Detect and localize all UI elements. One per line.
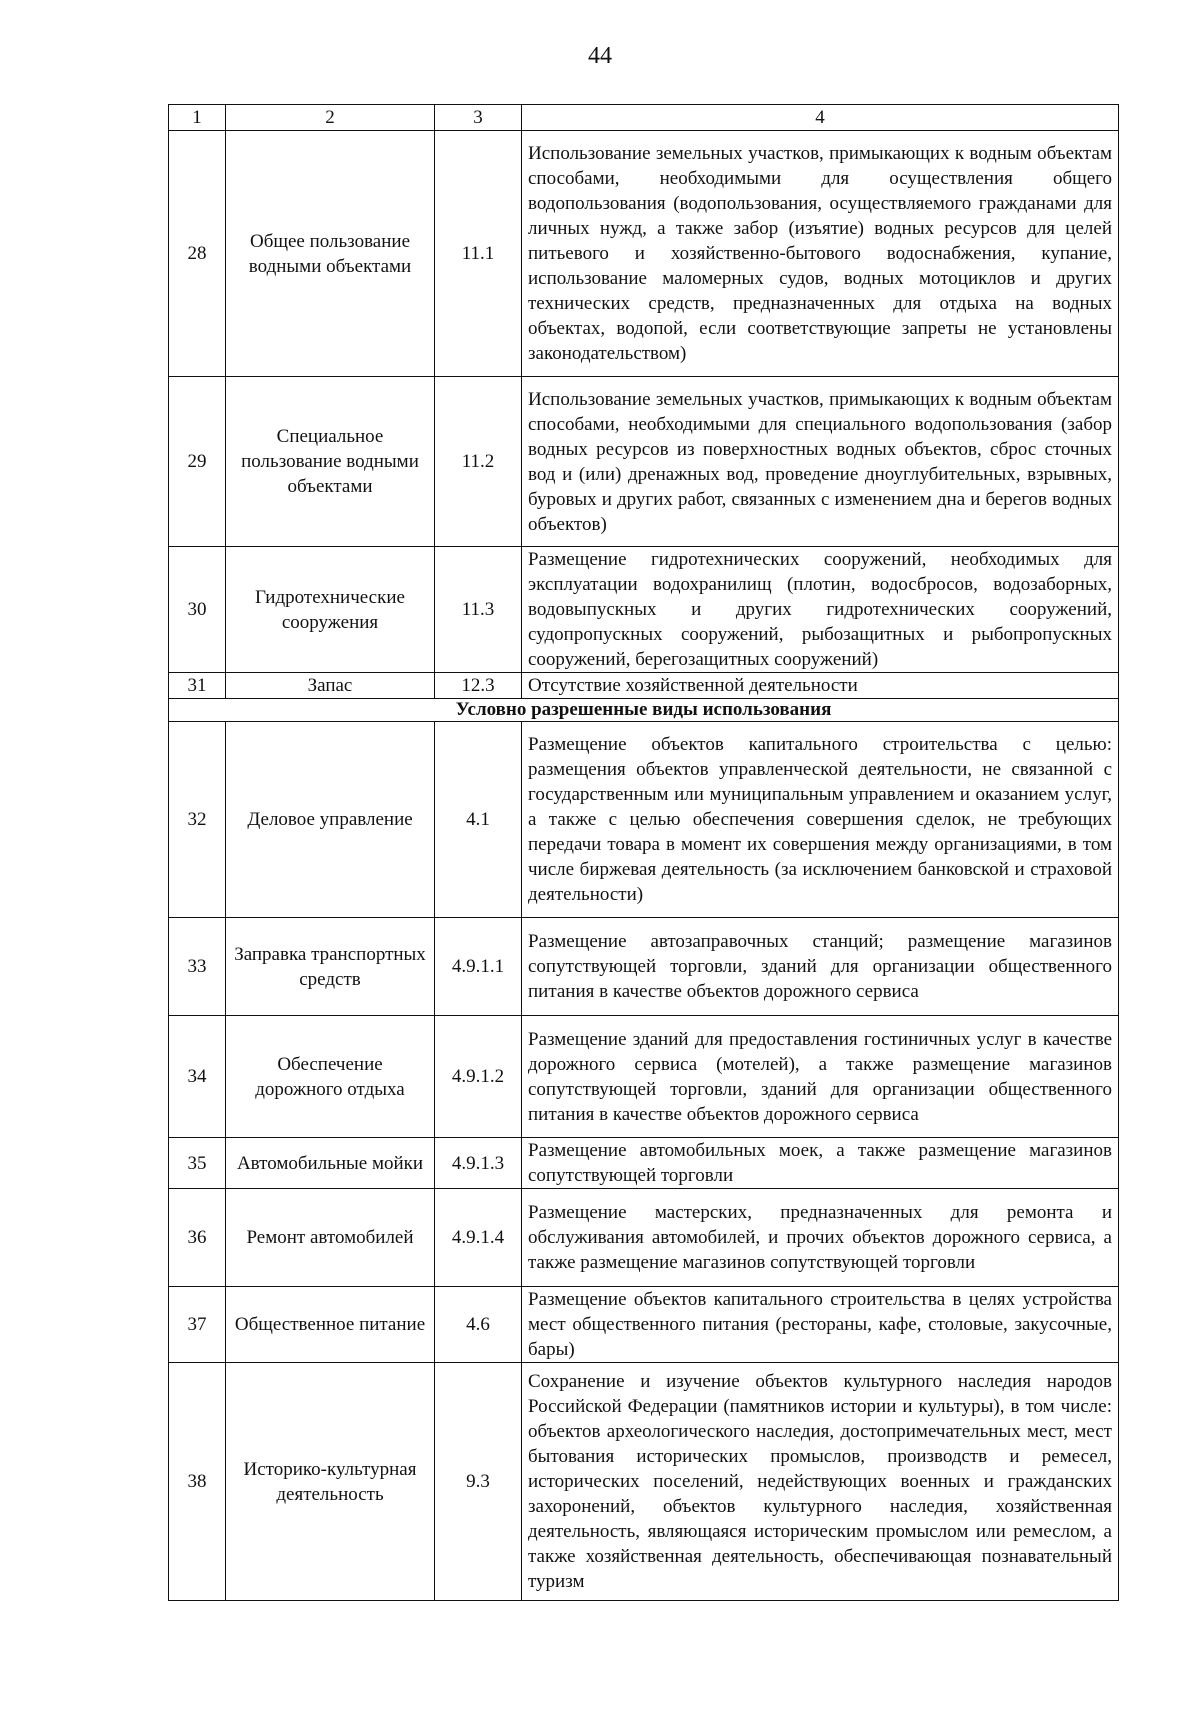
use-name: Автомобильные мойки: [226, 1138, 435, 1189]
use-description: Использование земельных участков, примыкающих к водным объектам способами, необходимыми для осуществления общего водопользования (водопользования, осуществляемого гражданами для личных нужд, а также забор (изъятие) водных ресурсов для целей питьевого и хозяйственно-бытового водоснабжения, купание, использование маломерных судов, водных мотоциклов и других технических средств, предназначенных для отдыха на водных объектах, водопой, если соответствующие запреты не установлены законодательством): [522, 131, 1119, 377]
use-code: 4.9.1.4: [435, 1189, 522, 1287]
row-number: 35: [169, 1138, 226, 1189]
use-name: Историко-культурная деятельность: [226, 1363, 435, 1601]
row-number: 34: [169, 1016, 226, 1138]
use-code: 4.6: [435, 1287, 522, 1363]
land-use-table: [168, 104, 1119, 1601]
use-code: 4.9.1.1: [435, 918, 522, 1016]
table-row: [169, 1189, 1119, 1287]
use-description: Размещение зданий для предоставления гостиничных услуг в качестве дорожного сервиса (мотелей), а также размещение магазинов сопутствующей торговли, зданий для организации общественного питания в качестве объектов дорожного сервиса: [522, 1016, 1119, 1138]
table-row: [169, 547, 1119, 673]
use-description: Отсутствие хозяйственной деятельности: [522, 673, 1119, 699]
row-number: 37: [169, 1287, 226, 1363]
use-name: Заправка транспортных средств: [226, 918, 435, 1016]
row-number: 28: [169, 131, 226, 377]
use-name: Общее пользование водными объектами: [226, 131, 435, 377]
use-code: 9.3: [435, 1363, 522, 1601]
use-code: 4.9.1.2: [435, 1016, 522, 1138]
use-name: Обеспечение дорожного отдыха: [226, 1016, 435, 1138]
row-number: 33: [169, 918, 226, 1016]
table-row: [169, 1138, 1119, 1189]
use-description: Сохранение и изучение объектов культурного наследия народов Российской Федерации (памятников истории и культуры), в том числе: объектов археологического наследия, достопримечательных мест, мест бытования исторических промыслов, производств и ремесел, исторических поселений, недействующих военных и гражданских захоронений, объектов культурного наследия, хозяйственная деятельность, являющаяся историческим промыслом или ремеслом, а также хозяйственная деятельность, обеспечивающая познавательный туризм: [522, 1363, 1119, 1601]
use-name: Общественное питание: [226, 1287, 435, 1363]
use-code: 4.9.1.3: [435, 1138, 522, 1189]
use-description: Размещение гидротехнических сооружений, необходимых для эксплуатации водохранилищ (плотин, водосбросов, водозаборных, водовыпускных и других гидротехнических сооружений, судопропускных сооружений, рыбозащитных и рыбопропускных сооружений, берегозащитных сооружений): [522, 547, 1119, 673]
use-code: 4.1: [435, 722, 522, 918]
table-row: [169, 722, 1119, 918]
table-row: [169, 131, 1119, 377]
row-number: 29: [169, 377, 226, 547]
table-row: [169, 1363, 1119, 1601]
use-name: Специальное пользование водными объектами: [226, 377, 435, 547]
use-name: Ремонт автомобилей: [226, 1189, 435, 1287]
row-number: 32: [169, 722, 226, 918]
use-name: Деловое управление: [226, 722, 435, 918]
use-code: 11.2: [435, 377, 522, 547]
use-description: Размещение автозаправочных станций; размещение магазинов сопутствующей торговли, зданий для организации общественного питания в качестве объектов дорожного сервиса: [522, 918, 1119, 1016]
table-row: [169, 1016, 1119, 1138]
use-description: Размещение автомобильных моек, а также размещение магазинов сопутствующей торговли: [522, 1138, 1119, 1189]
column-header: 3: [435, 105, 522, 131]
table-row: [169, 673, 1119, 699]
table-header-row: [169, 105, 1119, 131]
column-header: 4: [522, 105, 1119, 131]
section-title: Условно разрешенные виды использования: [169, 699, 1119, 722]
use-code: 12.3: [435, 673, 522, 699]
row-number: 36: [169, 1189, 226, 1287]
section-header-row: [169, 699, 1119, 722]
column-header: 1: [169, 105, 226, 131]
table-row: [169, 377, 1119, 547]
row-number: 30: [169, 547, 226, 673]
use-code: 11.1: [435, 131, 522, 377]
use-description: Размещение объектов капитального строительства с целью: размещения объектов управленческой деятельности, не связанной с государственным или муниципальным управлением и оказанием услуг, а также с целью обеспечения совершения сделок, не требующих передачи товара в момент их совершения между организациями, в том числе биржевая деятельность (за исключением банковской и страховой деятельности): [522, 722, 1119, 918]
column-header: 2: [226, 105, 435, 131]
use-name: Запас: [226, 673, 435, 699]
page-number: 44: [588, 43, 612, 69]
use-description: Размещение объектов капитального строительства в целях устройства мест общественного питания (рестораны, кафе, столовые, закусочные, бары): [522, 1287, 1119, 1363]
use-code: 11.3: [435, 547, 522, 673]
table-row: [169, 918, 1119, 1016]
table-row: [169, 1287, 1119, 1363]
use-description: Использование земельных участков, примыкающих к водным объектам способами, необходимыми для специального водопользования (забор водных ресурсов из поверхностных водных объектов, сброс сточных вод и (или) дренажных вод, проведение дноуглубительных, взрывных, буровых и других работ, связанных с изменением дна и берегов водных объектов): [522, 377, 1119, 547]
row-number: 31: [169, 673, 226, 699]
row-number: 38: [169, 1363, 226, 1601]
use-description: Размещение мастерских, предназначенных для ремонта и обслуживания автомобилей, и прочих объектов дорожного сервиса, а также размещение магазинов сопутствующей торговли: [522, 1189, 1119, 1287]
use-name: Гидротехнические сооружения: [226, 547, 435, 673]
